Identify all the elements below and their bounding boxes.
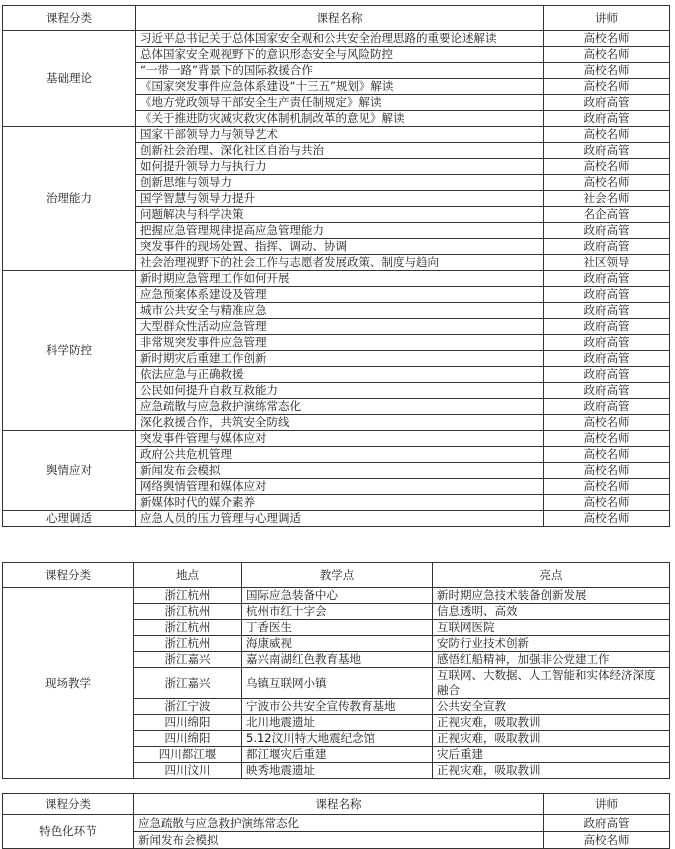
table-row — [3, 271, 670, 287]
highlight-cell: 正视灾难，吸取教训 — [433, 731, 670, 747]
highlight-cell: 正视灾难，吸取教训 — [433, 763, 670, 779]
highlight-cell: 新时期应急技术装备创新发展 — [433, 588, 670, 604]
table-header-row — [3, 794, 670, 815]
header-category: 课程分类 — [3, 794, 134, 815]
place-cell: 浙江杭州 — [134, 636, 242, 652]
highlight-cell: 感悟红船精神，加强非公党建工作 — [433, 652, 670, 668]
category-cell: 现场教学 — [3, 588, 134, 779]
lecturer-cell: 高校名师 — [544, 31, 670, 47]
course-table-body — [3, 31, 670, 527]
course-name-cell: 突发事件的现场处置、指挥、调动、协调 — [136, 239, 544, 255]
header-category: 课程分类 — [3, 6, 136, 31]
header-lecturer: 讲师 — [544, 794, 670, 815]
course-name-cell: 深化救援合作，共筑安全防线 — [136, 415, 544, 431]
course-name-cell: 总体国家安全观视野下的意识形态安全与风险防控 — [136, 47, 544, 63]
category-cell: 特色化环节 — [3, 815, 134, 849]
site-cell: 北川地震遗址 — [242, 715, 433, 731]
highlight-cell: 正视灾难，吸取教训 — [433, 715, 670, 731]
course-name-cell: 国家干部领导力与领导艺术 — [136, 127, 544, 143]
course-name-cell: 公民如何提升自救互救能力 — [136, 383, 544, 399]
course-name-cell: 创新社会治理、深化社区自治与共治 — [136, 143, 544, 159]
place-cell: 四川绵阳 — [134, 715, 242, 731]
category-cell: 基础理论 — [3, 31, 136, 127]
lecturer-cell: 政府高管 — [544, 399, 670, 415]
course-name-cell: 社会治理视野下的社会工作与志愿者发展政策、制度与趋向 — [136, 255, 544, 271]
course-name-cell: 如何提升领导力与执行力 — [136, 159, 544, 175]
course-name-cell: 城市公共安全与精准应急 — [136, 303, 544, 319]
table-row — [3, 127, 670, 143]
lecturer-cell: 政府高管 — [544, 319, 670, 335]
lecturer-cell: 政府高管 — [544, 143, 670, 159]
featured-course-table-body — [3, 815, 670, 849]
lecturer-cell: 高校名师 — [544, 47, 670, 63]
lecturer-cell: 政府高管 — [544, 335, 670, 351]
site-cell: 嘉兴南湖红色教育基地 — [242, 652, 433, 668]
lecturer-cell: 政府高管 — [544, 287, 670, 303]
category-cell: 心理调适 — [3, 511, 136, 527]
lecturer-cell: 政府高管 — [544, 303, 670, 319]
course-name-cell: 习近平总书记关于总体国家安全观和公共安全治理思路的重要论述解读 — [136, 31, 544, 47]
lecturer-cell: 政府高管 — [544, 223, 670, 239]
lecturer-cell: 政府高管 — [544, 111, 670, 127]
table-row — [3, 431, 670, 447]
lecturer-cell: 高校名师 — [544, 159, 670, 175]
lecturer-cell: 政府高管 — [544, 367, 670, 383]
course-name-cell: 新时期应急管理工作如何开展 — [136, 271, 544, 287]
highlight-cell: 安防行业技术创新 — [433, 636, 670, 652]
header-place: 地点 — [134, 563, 242, 588]
place-cell: 四川绵阳 — [134, 731, 242, 747]
site-cell: 丁香医生 — [242, 620, 433, 636]
lecturer-cell: 高校名师 — [544, 63, 670, 79]
header-site: 教学点 — [242, 563, 433, 588]
lecturer-cell: 高校名师 — [544, 832, 670, 849]
category-cell: 舆情应对 — [3, 431, 136, 511]
table-header-row — [3, 563, 670, 588]
lecturer-cell: 高校名师 — [544, 79, 670, 95]
course-name-cell: “一带一路”背景下的国际救援合作 — [136, 63, 544, 79]
place-cell: 浙江宁波 — [134, 699, 242, 715]
course-name-cell: 应急疏散与应急救护演练常态化 — [134, 815, 544, 832]
highlight-cell: 信息透明、高效 — [433, 604, 670, 620]
site-cell: 海康威视 — [242, 636, 433, 652]
table-row — [3, 511, 670, 527]
highlight-cell: 互联网、大数据、人工智能和实体经济深度融合 — [433, 668, 670, 699]
site-cell: 杭州市红十字会 — [242, 604, 433, 620]
place-cell: 浙江杭州 — [134, 588, 242, 604]
course-name-cell: 《国家突发事件应急体系建设“十三五”规划》解读 — [136, 79, 544, 95]
course-name-cell: 政府公共危机管理 — [136, 447, 544, 463]
header-category: 课程分类 — [3, 563, 134, 588]
table-row — [3, 588, 670, 604]
header-course-name: 课程名称 — [134, 794, 544, 815]
site-cell: 乌镇互联网小镇 — [242, 668, 433, 699]
lecturer-cell: 社区领导 — [544, 255, 670, 271]
header-course-name: 课程名称 — [136, 6, 544, 31]
lecturer-cell: 社会名师 — [544, 191, 670, 207]
place-cell: 浙江杭州 — [134, 620, 242, 636]
field-teaching-table — [2, 562, 670, 779]
lecturer-cell: 高校名师 — [544, 463, 670, 479]
course-name-cell: 突发事件管理与媒体应对 — [136, 431, 544, 447]
lecturer-cell: 高校名师 — [544, 431, 670, 447]
lecturer-cell: 政府高管 — [544, 95, 670, 111]
course-name-cell: 国学智慧与领导力提升 — [136, 191, 544, 207]
lecturer-cell: 政府高管 — [544, 383, 670, 399]
course-name-cell: 新闻发布会模拟 — [134, 832, 544, 849]
highlight-cell: 灾后重建 — [433, 747, 670, 763]
lecturer-cell: 名企高管 — [544, 207, 670, 223]
place-cell: 四川都江堰 — [134, 747, 242, 763]
course-name-cell: 新闻发布会模拟 — [136, 463, 544, 479]
lecturer-cell: 高校名师 — [544, 127, 670, 143]
lecturer-cell: 政府高管 — [544, 351, 670, 367]
lecturer-cell: 高校名师 — [544, 175, 670, 191]
place-cell: 浙江嘉兴 — [134, 668, 242, 699]
site-cell: 5.12汶川特大地震纪念馆 — [242, 731, 433, 747]
lecturer-cell: 高校名师 — [544, 495, 670, 511]
course-name-cell: 新时期灾后重建工作创新 — [136, 351, 544, 367]
course-name-cell: 问题解决与科学决策 — [136, 207, 544, 223]
course-name-cell: 把握应急管理规律提高应急管理能力 — [136, 223, 544, 239]
course-name-cell: 大型群众性活动应急管理 — [136, 319, 544, 335]
course-name-cell: 应急疏散与应急救护演练常态化 — [136, 399, 544, 415]
lecturer-cell: 高校名师 — [544, 479, 670, 495]
course-table — [2, 5, 670, 527]
lecturer-cell: 政府高管 — [544, 271, 670, 287]
header-lecturer: 讲师 — [544, 6, 670, 31]
lecturer-cell: 高校名师 — [544, 447, 670, 463]
table-row — [3, 31, 670, 47]
highlight-cell: 互联网医院 — [433, 620, 670, 636]
site-cell: 国际应急装备中心 — [242, 588, 433, 604]
course-name-cell: 新媒体时代的媒介素养 — [136, 495, 544, 511]
place-cell: 四川汶川 — [134, 763, 242, 779]
course-name-cell: 应急人员的压力管理与心理调适 — [136, 511, 544, 527]
lecturer-cell: 高校名师 — [544, 415, 670, 431]
site-cell: 宁波市公共安全宣传教育基地 — [242, 699, 433, 715]
featured-course-table — [2, 793, 670, 849]
course-name-cell: 应急预案体系建设及管理 — [136, 287, 544, 303]
course-name-cell: 《关于推进防灾减灾救灾体制机制改革的意见》解读 — [136, 111, 544, 127]
course-name-cell: 非常规突发事件应急管理 — [136, 335, 544, 351]
site-cell: 都江堰灾后重建 — [242, 747, 433, 763]
course-name-cell: 创新思维与领导力 — [136, 175, 544, 191]
course-name-cell: 依法应急与正确救援 — [136, 367, 544, 383]
course-name-cell: 网络舆情管理和媒体应对 — [136, 479, 544, 495]
lecturer-cell: 政府高管 — [544, 815, 670, 832]
field-teaching-table-body — [3, 588, 670, 779]
category-cell: 治理能力 — [3, 127, 136, 271]
site-cell: 映秀地震遗址 — [242, 763, 433, 779]
place-cell: 浙江嘉兴 — [134, 652, 242, 668]
table-header-row — [3, 6, 670, 31]
header-highlight: 亮点 — [433, 563, 670, 588]
lecturer-cell: 政府高管 — [544, 239, 670, 255]
table-row — [3, 815, 670, 832]
place-cell: 浙江杭州 — [134, 604, 242, 620]
category-cell: 科学防控 — [3, 271, 136, 431]
lecturer-cell: 高校名师 — [544, 511, 670, 527]
course-name-cell: 《地方党政领导干部安全生产责任制规定》解读 — [136, 95, 544, 111]
highlight-cell: 公共安全宣教 — [433, 699, 670, 715]
